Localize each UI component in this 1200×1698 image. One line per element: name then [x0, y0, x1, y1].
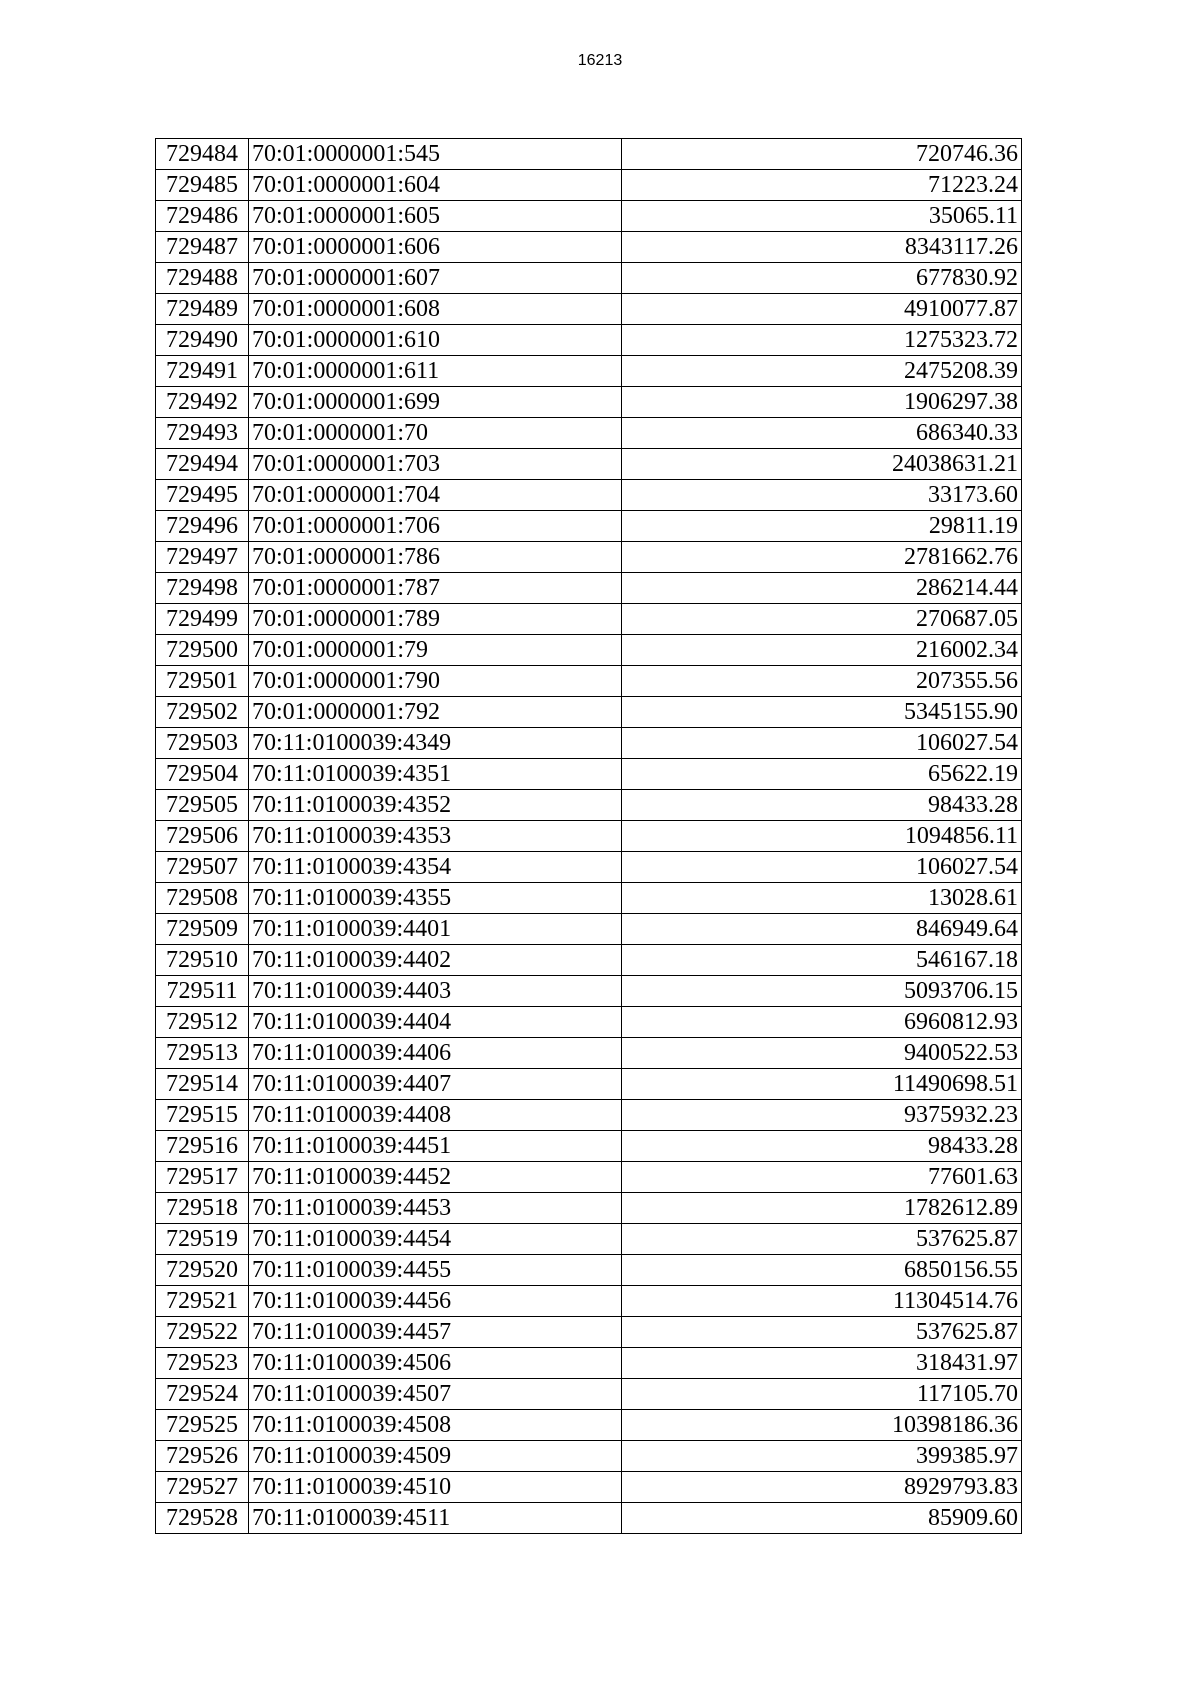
cadastral-number-cell: 70:01:0000001:704	[249, 480, 622, 511]
table-row	[156, 232, 1022, 263]
table-row	[156, 170, 1022, 201]
table-row	[156, 914, 1022, 945]
table-row	[156, 573, 1022, 604]
table-row	[156, 325, 1022, 356]
value-cell: 29811.19	[622, 511, 1022, 542]
cadastral-number-cell: 70:11:0100039:4456	[249, 1286, 622, 1317]
cadastral-number-cell: 70:01:0000001:79	[249, 635, 622, 666]
row-number-cell: 729492	[156, 387, 249, 418]
value-cell: 98433.28	[622, 790, 1022, 821]
cadastral-number-cell: 70:01:0000001:70	[249, 418, 622, 449]
cadastral-number-cell: 70:01:0000001:545	[249, 139, 622, 170]
value-cell: 846949.64	[622, 914, 1022, 945]
table-row	[156, 883, 1022, 914]
table-row	[156, 294, 1022, 325]
row-number-cell: 729505	[156, 790, 249, 821]
value-cell: 207355.56	[622, 666, 1022, 697]
row-number-cell: 729509	[156, 914, 249, 945]
table-row	[156, 759, 1022, 790]
cadastral-number-cell: 70:11:0100039:4353	[249, 821, 622, 852]
table-row	[156, 542, 1022, 573]
value-cell: 6850156.55	[622, 1255, 1022, 1286]
table-row	[156, 1441, 1022, 1472]
value-cell: 216002.34	[622, 635, 1022, 666]
cadastral-number-cell: 70:11:0100039:4509	[249, 1441, 622, 1472]
registry-table-body	[156, 139, 1022, 1534]
row-number-cell: 729512	[156, 1007, 249, 1038]
cadastral-number-cell: 70:11:0100039:4457	[249, 1317, 622, 1348]
value-cell: 318431.97	[622, 1348, 1022, 1379]
row-number-cell: 729522	[156, 1317, 249, 1348]
table-row	[156, 635, 1022, 666]
cadastral-number-cell: 70:11:0100039:4355	[249, 883, 622, 914]
row-number-cell: 729508	[156, 883, 249, 914]
table-row	[156, 697, 1022, 728]
value-cell: 537625.87	[622, 1224, 1022, 1255]
row-number-cell: 729520	[156, 1255, 249, 1286]
row-number-cell: 729490	[156, 325, 249, 356]
value-cell: 24038631.21	[622, 449, 1022, 480]
row-number-cell: 729526	[156, 1441, 249, 1472]
value-cell: 33173.60	[622, 480, 1022, 511]
cadastral-number-cell: 70:01:0000001:610	[249, 325, 622, 356]
value-cell: 686340.33	[622, 418, 1022, 449]
table-row	[156, 1131, 1022, 1162]
cadastral-number-cell: 70:11:0100039:4453	[249, 1193, 622, 1224]
table-row	[156, 1286, 1022, 1317]
value-cell: 8929793.83	[622, 1472, 1022, 1503]
table-row	[156, 1472, 1022, 1503]
cadastral-number-cell: 70:01:0000001:787	[249, 573, 622, 604]
row-number-cell: 729504	[156, 759, 249, 790]
value-cell: 720746.36	[622, 139, 1022, 170]
row-number-cell: 729486	[156, 201, 249, 232]
table-row	[156, 1100, 1022, 1131]
row-number-cell: 729500	[156, 635, 249, 666]
value-cell: 5093706.15	[622, 976, 1022, 1007]
table-row	[156, 790, 1022, 821]
value-cell: 10398186.36	[622, 1410, 1022, 1441]
row-number-cell: 729495	[156, 480, 249, 511]
row-number-cell: 729498	[156, 573, 249, 604]
table-row	[156, 1069, 1022, 1100]
page-number: 16213	[577, 52, 623, 69]
cadastral-number-cell: 70:11:0100039:4354	[249, 852, 622, 883]
cadastral-number-cell: 70:01:0000001:604	[249, 170, 622, 201]
table-row	[156, 263, 1022, 294]
cadastral-number-cell: 70:11:0100039:4402	[249, 945, 622, 976]
table-row	[156, 604, 1022, 635]
table-row	[156, 1255, 1022, 1286]
table-row	[156, 201, 1022, 232]
row-number-cell: 729519	[156, 1224, 249, 1255]
row-number-cell: 729487	[156, 232, 249, 263]
table-row	[156, 418, 1022, 449]
value-cell: 77601.63	[622, 1162, 1022, 1193]
cadastral-number-cell: 70:11:0100039:4508	[249, 1410, 622, 1441]
row-number-cell: 729518	[156, 1193, 249, 1224]
row-number-cell: 729484	[156, 139, 249, 170]
cadastral-number-cell: 70:01:0000001:789	[249, 604, 622, 635]
row-number-cell: 729507	[156, 852, 249, 883]
value-cell: 5345155.90	[622, 697, 1022, 728]
cadastral-number-cell: 70:11:0100039:4351	[249, 759, 622, 790]
value-cell: 65622.19	[622, 759, 1022, 790]
value-cell: 35065.11	[622, 201, 1022, 232]
value-cell: 9400522.53	[622, 1038, 1022, 1069]
row-number-cell: 729523	[156, 1348, 249, 1379]
cadastral-number-cell: 70:11:0100039:4452	[249, 1162, 622, 1193]
cadastral-number-cell: 70:01:0000001:607	[249, 263, 622, 294]
row-number-cell: 729517	[156, 1162, 249, 1193]
table-row	[156, 1193, 1022, 1224]
table-row	[156, 1162, 1022, 1193]
row-number-cell: 729503	[156, 728, 249, 759]
table-row	[156, 945, 1022, 976]
row-number-cell: 729493	[156, 418, 249, 449]
value-cell: 9375932.23	[622, 1100, 1022, 1131]
table-row	[156, 511, 1022, 542]
value-cell: 2781662.76	[622, 542, 1022, 573]
value-cell: 546167.18	[622, 945, 1022, 976]
row-number-cell: 729491	[156, 356, 249, 387]
table-row	[156, 139, 1022, 170]
row-number-cell: 729496	[156, 511, 249, 542]
row-number-cell: 729499	[156, 604, 249, 635]
value-cell: 4910077.87	[622, 294, 1022, 325]
cadastral-number-cell: 70:01:0000001:605	[249, 201, 622, 232]
cadastral-number-cell: 70:11:0100039:4401	[249, 914, 622, 945]
table-row	[156, 1379, 1022, 1410]
cadastral-number-cell: 70:11:0100039:4404	[249, 1007, 622, 1038]
cadastral-number-cell: 70:11:0100039:4455	[249, 1255, 622, 1286]
row-number-cell: 729513	[156, 1038, 249, 1069]
cadastral-number-cell: 70:11:0100039:4510	[249, 1472, 622, 1503]
table-row	[156, 728, 1022, 759]
value-cell: 677830.92	[622, 263, 1022, 294]
row-number-cell: 729510	[156, 945, 249, 976]
value-cell: 11490698.51	[622, 1069, 1022, 1100]
row-number-cell: 729514	[156, 1069, 249, 1100]
table-row	[156, 821, 1022, 852]
row-number-cell: 729494	[156, 449, 249, 480]
table-row	[156, 852, 1022, 883]
table-row	[156, 1038, 1022, 1069]
value-cell: 85909.60	[622, 1503, 1022, 1534]
cadastral-number-cell: 70:01:0000001:706	[249, 511, 622, 542]
cadastral-number-cell: 70:11:0100039:4454	[249, 1224, 622, 1255]
table-row	[156, 666, 1022, 697]
row-number-cell: 729497	[156, 542, 249, 573]
row-number-cell: 729511	[156, 976, 249, 1007]
table-row	[156, 1410, 1022, 1441]
table-row	[156, 1317, 1022, 1348]
row-number-cell: 729524	[156, 1379, 249, 1410]
row-number-cell: 729485	[156, 170, 249, 201]
value-cell: 71223.24	[622, 170, 1022, 201]
value-cell: 1275323.72	[622, 325, 1022, 356]
value-cell: 270687.05	[622, 604, 1022, 635]
row-number-cell: 729515	[156, 1100, 249, 1131]
value-cell: 8343117.26	[622, 232, 1022, 263]
table-row	[156, 449, 1022, 480]
row-number-cell: 729506	[156, 821, 249, 852]
row-number-cell: 729528	[156, 1503, 249, 1534]
table-row	[156, 976, 1022, 1007]
table-row	[156, 480, 1022, 511]
cadastral-number-cell: 70:01:0000001:786	[249, 542, 622, 573]
value-cell: 117105.70	[622, 1379, 1022, 1410]
cadastral-number-cell: 70:11:0100039:4506	[249, 1348, 622, 1379]
cadastral-number-cell: 70:11:0100039:4352	[249, 790, 622, 821]
value-cell: 1094856.11	[622, 821, 1022, 852]
cadastral-number-cell: 70:01:0000001:606	[249, 232, 622, 263]
cadastral-number-cell: 70:11:0100039:4406	[249, 1038, 622, 1069]
value-cell: 537625.87	[622, 1317, 1022, 1348]
value-cell: 98433.28	[622, 1131, 1022, 1162]
row-number-cell: 729521	[156, 1286, 249, 1317]
row-number-cell: 729488	[156, 263, 249, 294]
cadastral-number-cell: 70:01:0000001:792	[249, 697, 622, 728]
value-cell: 1906297.38	[622, 387, 1022, 418]
row-number-cell: 729489	[156, 294, 249, 325]
cadastral-number-cell: 70:11:0100039:4511	[249, 1503, 622, 1534]
row-number-cell: 729525	[156, 1410, 249, 1441]
cadastral-number-cell: 70:01:0000001:699	[249, 387, 622, 418]
value-cell: 11304514.76	[622, 1286, 1022, 1317]
row-number-cell: 729516	[156, 1131, 249, 1162]
row-number-cell: 729527	[156, 1472, 249, 1503]
cadastral-number-cell: 70:11:0100039:4451	[249, 1131, 622, 1162]
table-row	[156, 356, 1022, 387]
cadastral-number-cell: 70:11:0100039:4349	[249, 728, 622, 759]
value-cell: 6960812.93	[622, 1007, 1022, 1038]
table-row	[156, 387, 1022, 418]
cadastral-number-cell: 70:01:0000001:608	[249, 294, 622, 325]
table-row	[156, 1503, 1022, 1534]
table-row	[156, 1348, 1022, 1379]
cadastral-number-cell: 70:01:0000001:703	[249, 449, 622, 480]
row-number-cell: 729501	[156, 666, 249, 697]
table-row	[156, 1224, 1022, 1255]
cadastral-number-cell: 70:11:0100039:4407	[249, 1069, 622, 1100]
value-cell: 106027.54	[622, 852, 1022, 883]
value-cell: 2475208.39	[622, 356, 1022, 387]
registry-table	[155, 138, 1022, 1534]
value-cell: 106027.54	[622, 728, 1022, 759]
cadastral-number-cell: 70:11:0100039:4403	[249, 976, 622, 1007]
value-cell: 286214.44	[622, 573, 1022, 604]
cadastral-number-cell: 70:11:0100039:4408	[249, 1100, 622, 1131]
row-number-cell: 729502	[156, 697, 249, 728]
cadastral-number-cell: 70:01:0000001:611	[249, 356, 622, 387]
cadastral-number-cell: 70:11:0100039:4507	[249, 1379, 622, 1410]
cadastral-number-cell: 70:01:0000001:790	[249, 666, 622, 697]
value-cell: 13028.61	[622, 883, 1022, 914]
table-row	[156, 1007, 1022, 1038]
value-cell: 399385.97	[622, 1441, 1022, 1472]
value-cell: 1782612.89	[622, 1193, 1022, 1224]
